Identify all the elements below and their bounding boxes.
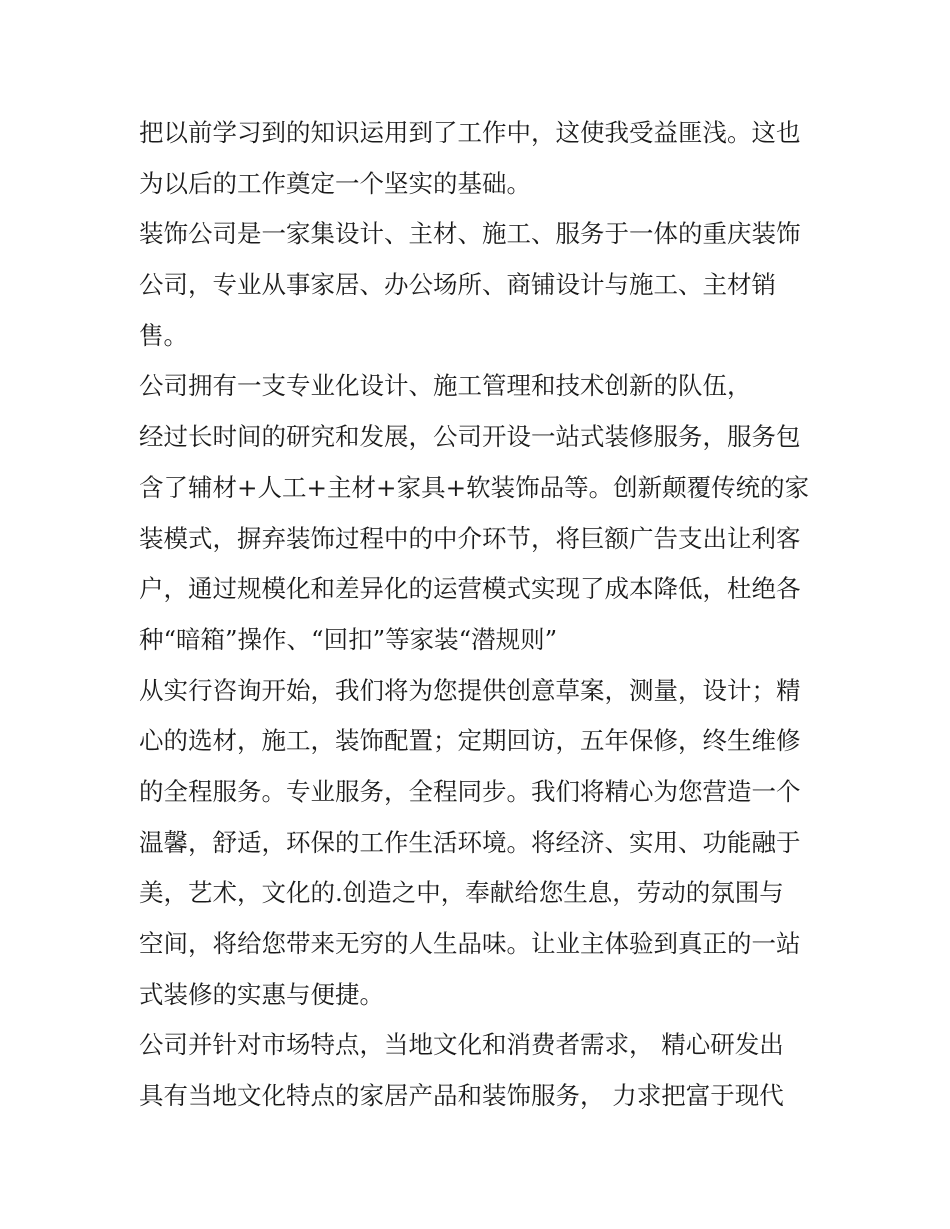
text-line: 温馨，舒适，环保的工作生活环境。将经济、实用、功能融于 [139,827,801,857]
text-line: 具有当地文化特点的家居产品和装饰服务， 力求把富于现代 [139,1081,784,1111]
text-line: 种“暗箱”操作、“回扣”等家装“潜规则” [139,624,558,654]
text-line: 含了辅材+人工+主材+家具+软装饰品等。创新颠覆传统的家 [139,472,810,502]
text-line: 空间，将给您带来无穷的人生品味。让业主体验到真正的一站 [139,929,801,958]
text-line: 心的选材，施工，装饰配置；定期回访，五年保修，终生维修 [139,726,801,756]
text-line: 公司拥有一支专业化设计、施工管理和技术创新的队伍， [139,371,752,401]
text-line: 户，通过规模化和差异化的运营模式实现了成本降低，杜绝各 [139,574,801,604]
text-line: 美，艺术，文化的.创造之中，奉献给您生息，劳动的氛围与 [139,878,784,908]
text-line: 的全程服务。专业服务，全程同步。我们将精心为您营造一个 [139,776,801,806]
text-line: 为以后的工作奠定一个坚实的基础。 [139,168,531,198]
text-line: 从实行咨询开始，我们将为您提供创意草案，测量，设计；精 [139,675,801,705]
text-line: 售。 [139,320,188,350]
document-body [139,108,819,1122]
text-line: 式装修的实惠与便捷。 [139,979,384,1009]
text-line: 公司并针对市场特点，当地文化和消费者需求， 精心研发出 [139,1030,784,1060]
text-line: 装模式，摒弃装饰过程中的中介环节，将巨额广告支出让利客 [139,523,801,553]
text-line: 公司，专业从事家居、办公场所、商铺设计与施工、主材销 [139,270,776,300]
text-line: 经过长时间的研究和发展，公司开设一站式装修服务，服务包 [139,422,801,452]
text-line: 装饰公司是一家集设计、主材、施工、服务于一体的重庆装饰 [139,219,801,249]
text-line: 把以前学习到的知识运用到了工作中，这使我受益匪浅。这也 [139,118,801,147]
